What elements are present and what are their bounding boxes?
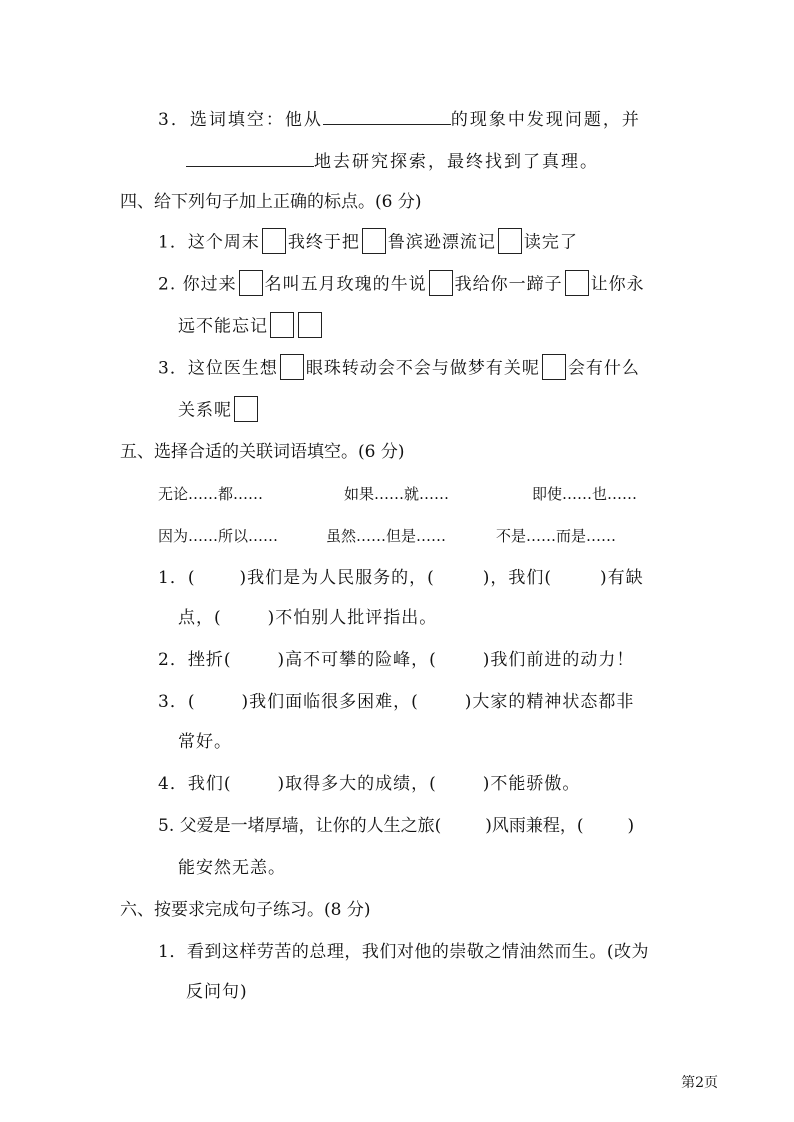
s5-item-1-text-f: )不怕别人批评指出。 xyxy=(267,608,438,628)
s4-item-3-text-a: 这位医生想 xyxy=(187,358,278,379)
s5-item-3-text-a: ( xyxy=(187,692,196,712)
s5-item-1-text-b: )我们是为人民服务的，( xyxy=(239,568,435,588)
punct-box[interactable] xyxy=(270,312,294,338)
punct-box[interactable] xyxy=(429,270,453,296)
s5-item-1-line1 xyxy=(158,566,644,590)
s4-item-1-number: 1． xyxy=(158,232,188,253)
s5-item-5-text-c: ) xyxy=(627,816,635,836)
word-option: 不是……而是…… xyxy=(496,527,617,545)
s5-item-1-number: 1． xyxy=(158,568,188,588)
word-option: 无论……都…… xyxy=(158,485,264,503)
punct-box[interactable] xyxy=(362,228,386,254)
section-4-title: 四、给下列句子加上正确的标点。(6 分) xyxy=(120,192,422,212)
s5-item-5-number: 5. xyxy=(158,816,175,836)
s5-item-1-text-a: ( xyxy=(187,568,196,588)
s5-item-1-text-d: )有缺 xyxy=(600,568,644,588)
s5-item-3-text-b: )我们面临很多困难，( xyxy=(241,692,419,712)
s4-item-1-text-b: 我终于把 xyxy=(287,232,360,253)
s5-item-2-text-c: )我们前进的动力！ xyxy=(482,650,635,670)
s4-item-3-line1 xyxy=(158,356,640,382)
s5-item-4 xyxy=(158,772,580,796)
s5-item-4-text-c: )不能骄傲。 xyxy=(482,774,581,794)
word-option: 虽然……但是…… xyxy=(326,527,447,545)
q3-number: 3． xyxy=(158,110,190,130)
s6-item-1-line1 xyxy=(158,940,649,964)
s4-item-2-text-b: 名叫五月玫瑰的牛说 xyxy=(264,274,427,295)
q3-text-c: 地去研究探索，最终找到了真理。 xyxy=(314,152,599,172)
s5-item-1-text-e: 点，( xyxy=(178,608,222,628)
s5-item-1-text-c: )，我们( xyxy=(482,568,552,588)
s5-item-3-text-d: 常好。 xyxy=(178,732,232,752)
s5-item-2-text-a: 挫折( xyxy=(187,650,232,670)
s5-item-4-text-b: )取得多大的成绩，( xyxy=(277,774,437,794)
s6-item-1-text-b: 反问句) xyxy=(186,982,248,1002)
s5-item-2 xyxy=(158,648,634,672)
s4-item-3-line2 xyxy=(178,398,260,424)
s4-item-3-text-d: 关系呢 xyxy=(178,400,232,421)
s5-item-3-text-c: )大家的精神状态都非 xyxy=(464,692,635,712)
punct-box[interactable] xyxy=(239,270,263,296)
s5-item-5-line2 xyxy=(178,856,286,880)
punct-box[interactable] xyxy=(565,270,589,296)
s5-item-2-number: 2． xyxy=(158,650,188,670)
s4-item-2-text-e: 远不能忘记 xyxy=(178,316,268,337)
s6-item-1-line2 xyxy=(186,980,248,1004)
s5-item-5-text-d: 能安然无恙。 xyxy=(178,858,286,878)
q3-line2 xyxy=(186,148,599,174)
s4-item-2-line2 xyxy=(178,314,324,340)
punct-box[interactable] xyxy=(542,354,566,380)
s6-item-1-text-a: 看到这样劳苦的总理，我们对他的崇敬之情油然而生。(改为 xyxy=(186,942,649,962)
s4-item-2-line1 xyxy=(158,272,645,298)
s5-item-3-line1 xyxy=(158,690,634,714)
s4-item-3-text-b: 眼珠转动会不会与做梦有关呢 xyxy=(305,358,540,379)
word-option: 因为……所以…… xyxy=(158,527,279,545)
s5-item-4-number: 4． xyxy=(158,774,188,794)
q3-text-a: 选词填空：他从 xyxy=(189,110,323,130)
page-number: 第2页 xyxy=(681,1075,718,1091)
word-option: 如果……就…… xyxy=(344,485,450,503)
s5-item-3-number: 3． xyxy=(158,692,188,712)
s5-item-2-text-b: )高不可攀的险峰，( xyxy=(277,650,437,670)
s4-item-1-text-c: 鲁滨逊漂流记 xyxy=(387,232,496,253)
s5-item-5-text-b: )风雨兼程，( xyxy=(485,816,584,836)
section-6-title: 六、按要求完成句子练习。(8 分) xyxy=(120,900,371,920)
punct-box[interactable] xyxy=(498,228,522,254)
s4-item-2-text-d: 让你永 xyxy=(590,274,645,295)
s4-item-2-text-c: 我给你一蹄子 xyxy=(454,274,563,295)
s4-item-1-text-a: 这个周末 xyxy=(187,232,260,253)
q3-blank-2[interactable] xyxy=(186,148,314,167)
s4-item-1-text-d: 读完了 xyxy=(523,232,578,253)
section-5-title: 五、选择合适的关联词语填空。(6 分) xyxy=(120,442,405,462)
punct-box[interactable] xyxy=(234,396,258,422)
q3-blank-1[interactable] xyxy=(323,106,451,125)
s4-item-2-text-a: 你过来 xyxy=(182,274,237,295)
s5-item-1-line2 xyxy=(178,606,437,630)
s4-item-1 xyxy=(158,230,578,256)
word-option: 即使……也…… xyxy=(532,485,638,503)
punct-box[interactable] xyxy=(298,312,322,338)
s6-item-1-number: 1． xyxy=(158,942,187,962)
s5-item-5-line1 xyxy=(158,814,634,838)
s4-item-3-number: 3． xyxy=(158,358,188,379)
s5-item-5-text-a: 父爱是一堵厚墙，让你的人生之旅( xyxy=(179,816,442,836)
q3-text-b: 的现象中发现问题，并 xyxy=(450,110,641,130)
s5-item-4-text-a: 我们( xyxy=(187,774,232,794)
s5-item-3-line2 xyxy=(178,730,232,754)
s4-item-2-number: 2. xyxy=(158,274,177,295)
q3-line1 xyxy=(158,106,641,132)
punct-box[interactable] xyxy=(280,354,304,380)
s4-item-3-text-c: 会有什么 xyxy=(567,358,640,379)
punct-box[interactable] xyxy=(262,228,286,254)
